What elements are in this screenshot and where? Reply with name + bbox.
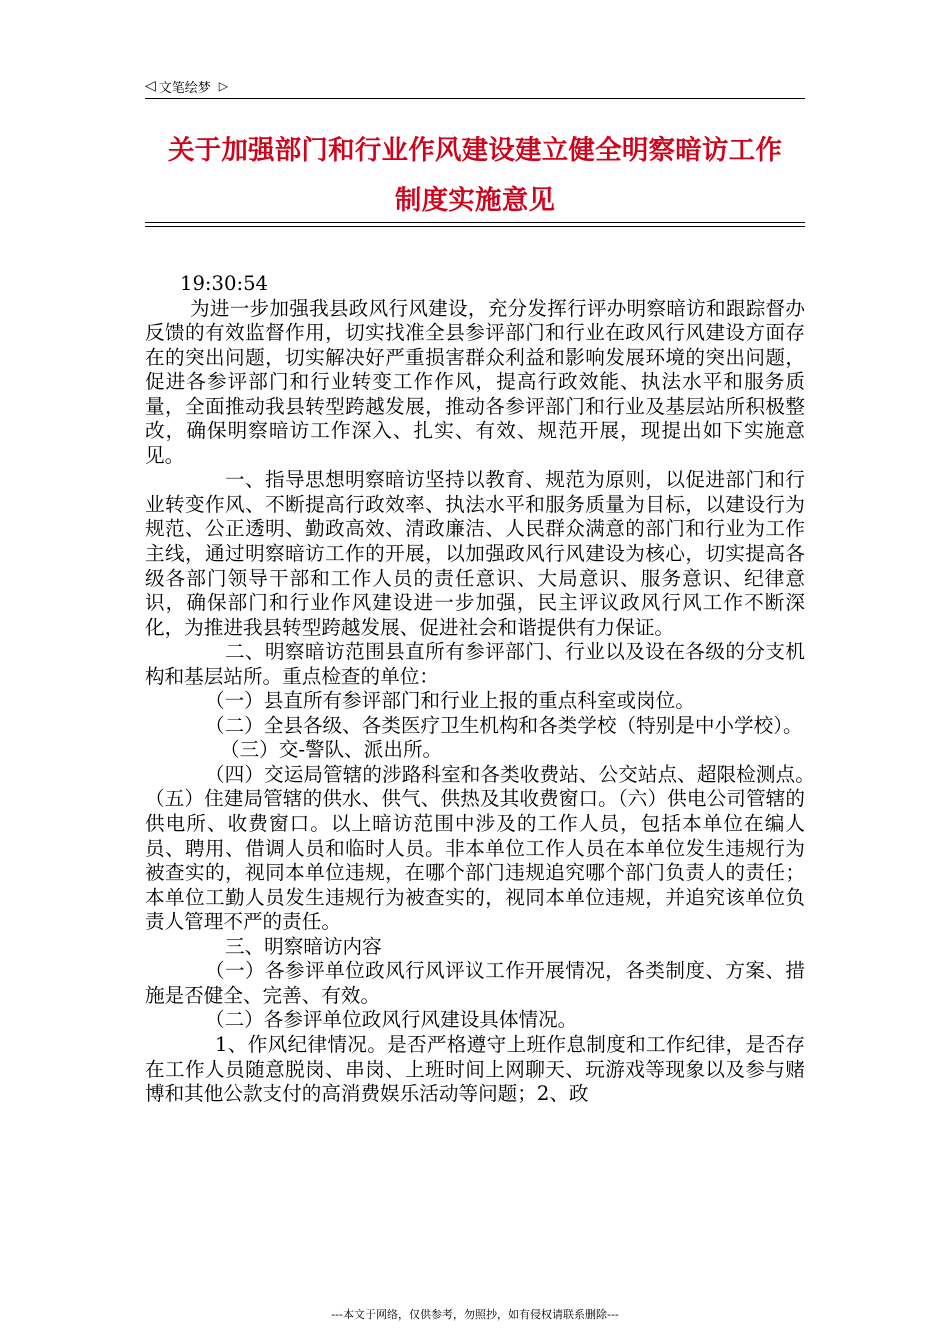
header-rule <box>145 98 805 99</box>
paragraph-section-3: 三、明察暗访内容 <box>225 934 382 958</box>
list-item: （二）全县各级、各类医疗卫生机构和各类学校（特别是中小学校）。 <box>205 713 803 737</box>
paragraph-intro: 为进一步加强我县政风行风建设，充分发挥行评办明察暗访和跟踪督办反馈的有效监督作用，切实找准全县参评部门和行业在政风行风建设方面存在的突出问题，切实解决好严重损害群众利益和影响发展环境的突出问题，促进各参评部门和行业转变工作作风，提高行政效能、执法水平和服务质量，全面推动我县转型跨越发展，推动各参评部门和行业及基层站所积极整改，确保明察暗访工作深入、扎实、有效、规范开展，现提出如下实施意见。 <box>145 296 805 467</box>
timestamp: 19:30:54 <box>180 272 268 295</box>
title-line-2: 制度实施意见 <box>394 185 556 216</box>
title-line-1: 关于加强部门和行业作风建设建立健全明察暗访工作 <box>167 135 783 166</box>
document-body <box>145 272 845 1107</box>
right-triangle-icon: ▷ <box>218 79 229 93</box>
list-item: 1、作风纪律情况。是否严格遵守上班作息制度和工作纪律，是否存在工作人员随意脱岗、串岗、上班时间上网聊天、玩游戏等现象以及参与赌博和其他公款支付的高消费娱乐活动等问题；2、政 <box>145 1032 805 1106</box>
list-item: （一）县直所有参评部门和行业上报的重点科室或岗位。 <box>205 689 695 713</box>
list-item: （一）各参评单位政风行风评议工作开展情况，各类制度、方案、措施是否健全、完善、有效。 <box>145 959 805 1007</box>
document-title <box>145 126 805 226</box>
footer-disclaimer: ---本文于网络，仅供参考，勿照抄，如有侵权请联系删除--- <box>331 1308 619 1321</box>
list-item: （二）各参评单位政风行风建设具体情况。 <box>205 1008 578 1032</box>
list-item: （四）交运局管辖的涉路科室和各类收费站、公交站点、超限检测点。 （五）住建局管辖的供水、供气、供热及其收费窗口。（六）供电公司管辖的供电所、收费窗口。以上暗访范围中涉及的工作人员，包括本单位在编人员、聘用、借调人员和临时人员。非本单位工作人员在本单位发生违规行为被查实的，视同本单位违规，在哪个部门违规追究哪个部门负责人的责任；本单位工勤人员发生违规行为被查实的，视同本单位违规，并追究该单位负责人管理不严的责任。 <box>145 762 845 934</box>
title-rule <box>145 222 805 227</box>
header-brand: 文笔绘梦 <box>158 80 211 96</box>
paragraph-section-1: 一、指导思想明察暗访坚持以教育、规范为原则，以促进部门和行业转变作风、不断提高行政效率、执法水平和服务质量为目标，以建设行为规范、公正透明、勤政高效、清政廉洁、人民群众满意的部门和行业为工作主线，通过明察暗访工作的开展，以加强政风行风建设为核心，切实提高各级各部门领导干部和工作人员的责任意识、大局意识、服务意识、纪律意识，确保部门和行业作风建设进一步加强，民主评议政风行风工作不断深化，为推进我县转型跨越发展、促进社会和谐提供有力保证。 <box>145 468 805 639</box>
paragraph-section-2: 二、明察暗访范围县直所有参评部门、行业以及设在各级的分支机构和基层站所。重点检查的单位： <box>145 640 805 688</box>
header-bar <box>145 74 805 98</box>
left-triangle-icon: ◁ <box>145 78 156 94</box>
list-item: （三）交-警队、派出所。 <box>220 738 443 762</box>
